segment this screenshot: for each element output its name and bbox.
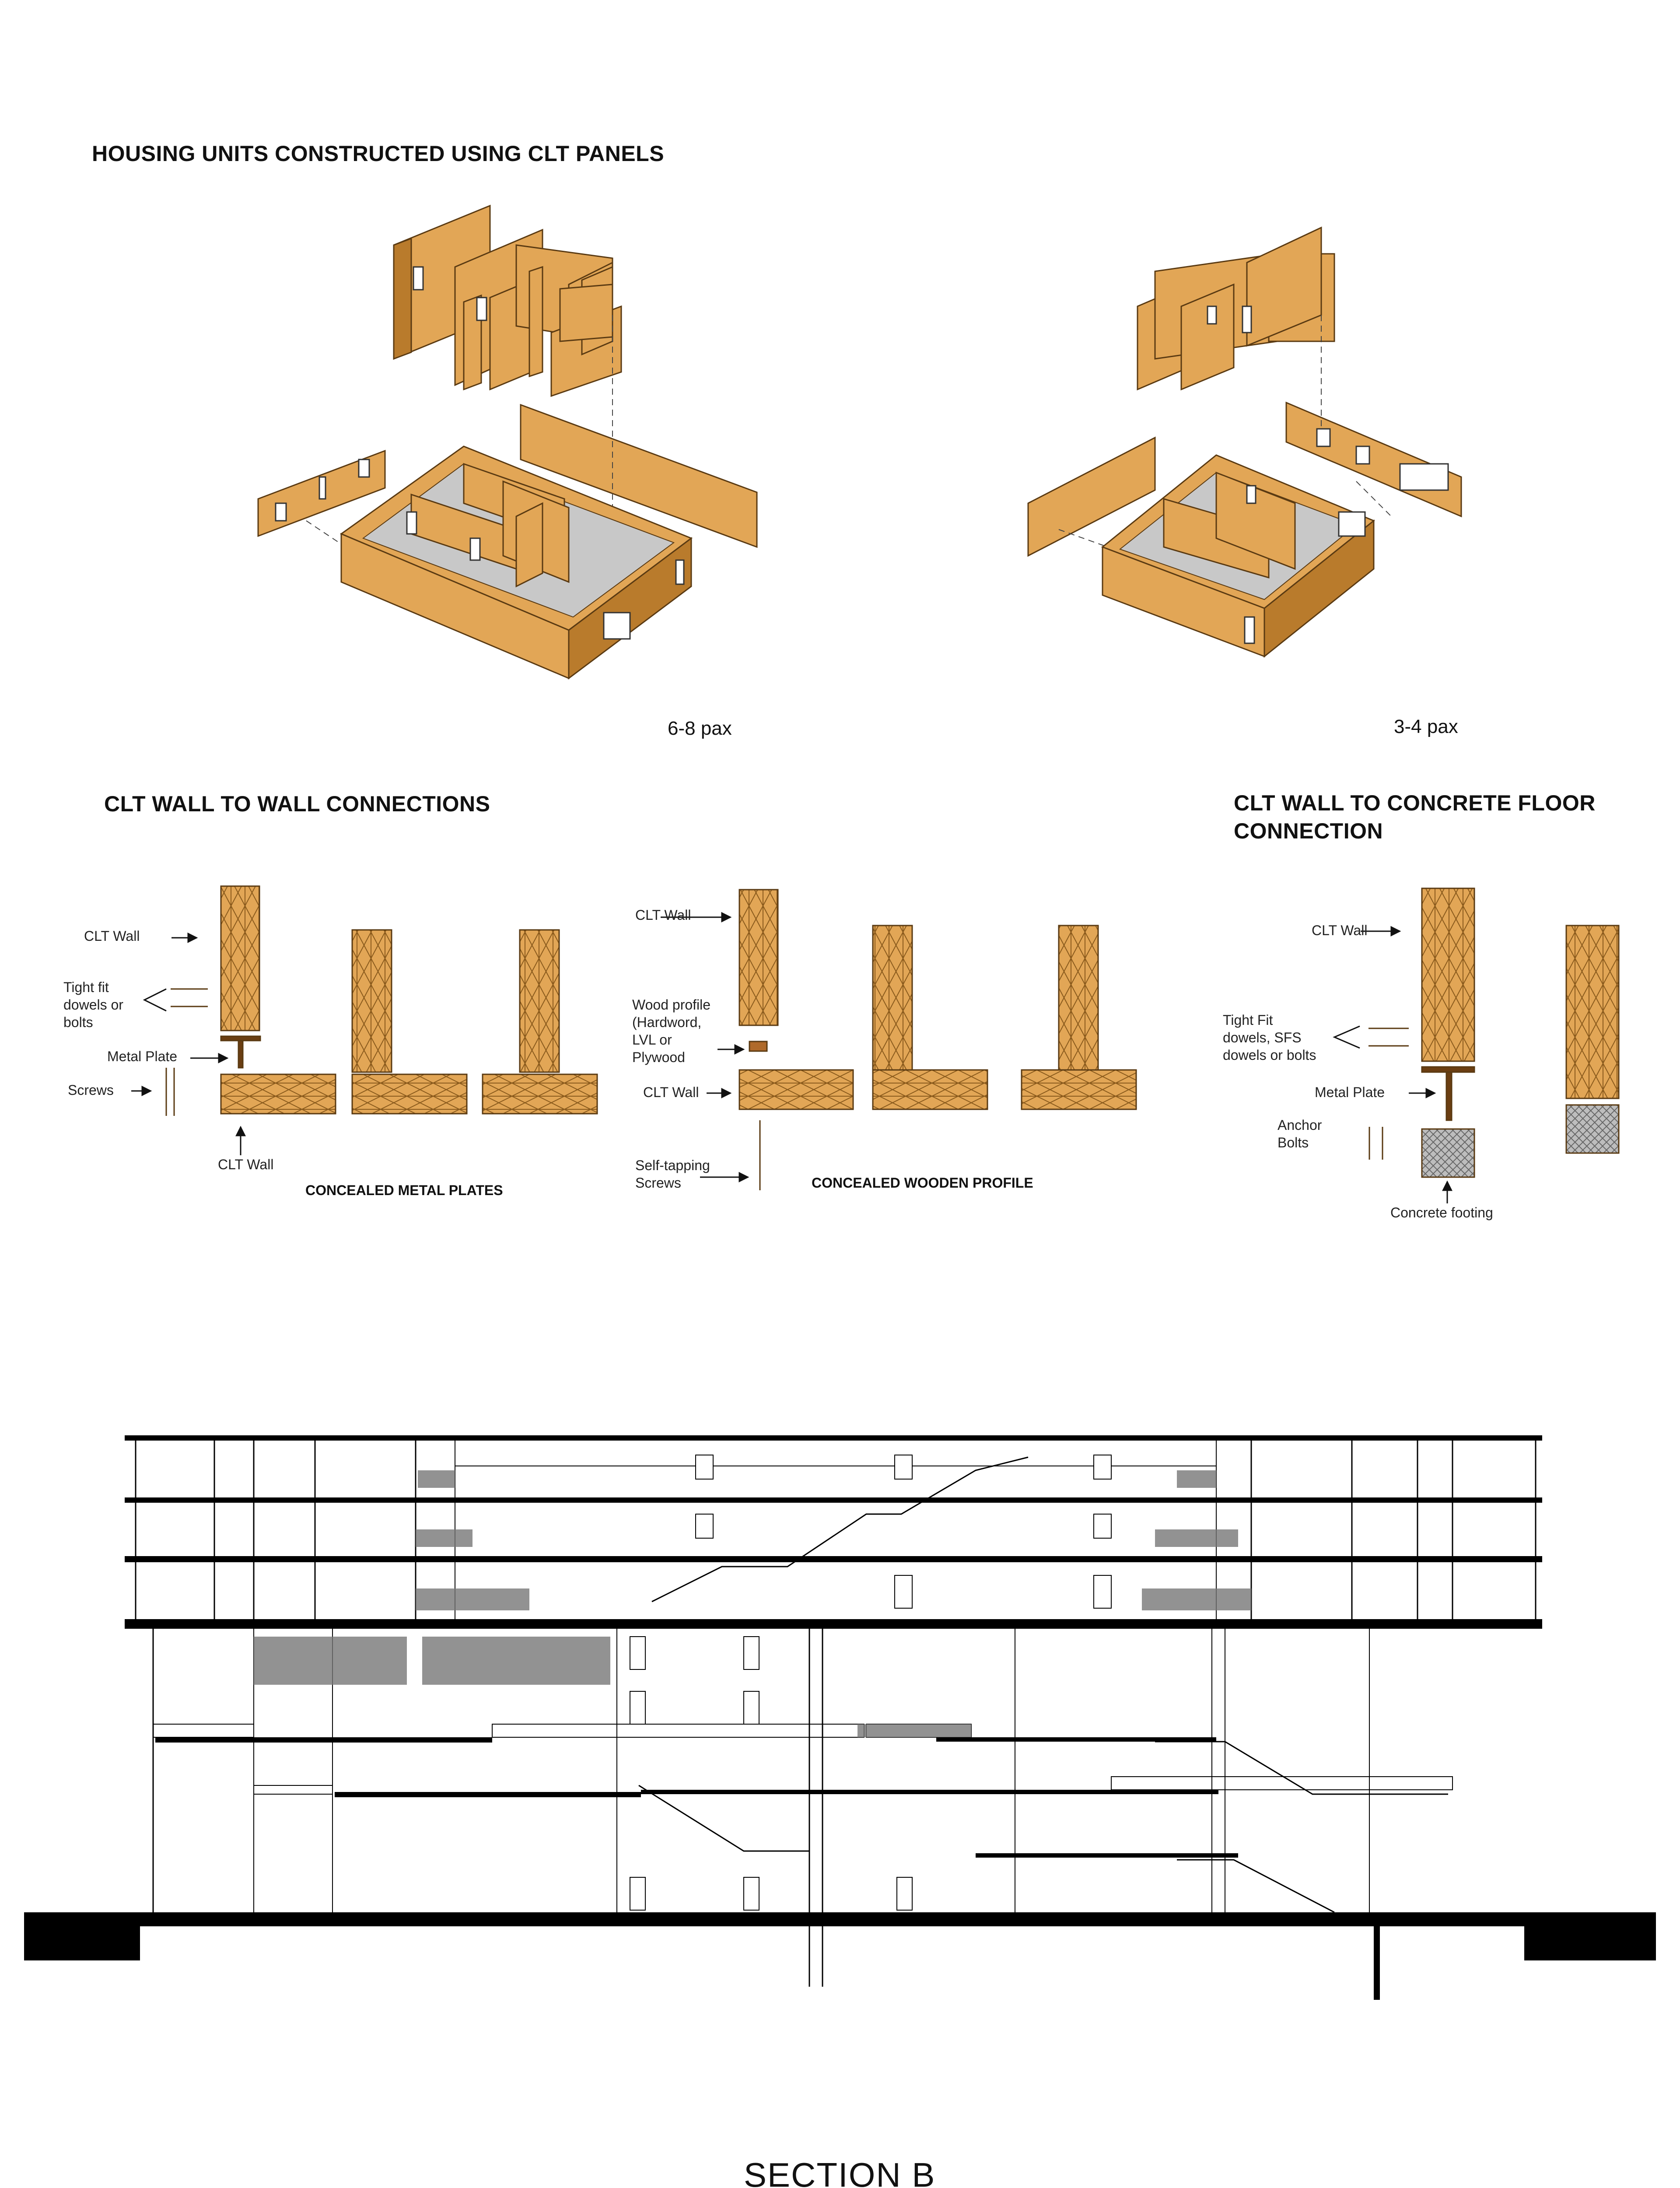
wp-profile-label-2: (Hardword,	[632, 1014, 702, 1030]
mp-screws-label: Screws	[68, 1082, 114, 1098]
wp-profile-label-1: Wood profile	[632, 997, 711, 1013]
cf-metal-plate-label: Metal Plate	[1315, 1084, 1385, 1100]
mp-clt-wall-bottom-label: CLT Wall	[218, 1157, 274, 1172]
wp-profile-label-3: LVL or	[632, 1032, 672, 1048]
wp-self-tapping-label-2: Screws	[635, 1175, 681, 1191]
housing-heading: HOUSING UNITS CONSTRUCTED USING CLT PANELS	[92, 141, 665, 166]
wp-self-tapping-label-1: Self-tapping	[635, 1157, 710, 1173]
wall-to-wall-heading: CLT WALL TO WALL CONNECTIONS	[104, 792, 490, 816]
wall-to-floor-heading-1: CLT WALL TO CONCRETE FLOOR	[1234, 791, 1596, 815]
mp-dowels-label-1: Tight fit	[63, 979, 109, 995]
section-b-drawing	[0, 1400, 1680, 2057]
cf-anchor-label-2: Bolts	[1278, 1135, 1309, 1150]
large-unit-caption: 6-8 pax	[668, 718, 732, 739]
metal-plates-subtitle: CONCEALED METAL PLATES	[305, 1182, 503, 1198]
mp-dowels-label-3: bolts	[63, 1014, 93, 1030]
cf-footing-label: Concrete footing	[1390, 1205, 1493, 1220]
cf-dowels-label-1: Tight Fit	[1223, 1012, 1273, 1028]
wp-clt-wall-mid-label: CLT Wall	[643, 1084, 699, 1100]
cf-anchor-label-1: Anchor	[1278, 1117, 1322, 1133]
mp-clt-wall-label: CLT Wall	[84, 928, 140, 944]
wp-clt-wall-label: CLT Wall	[635, 907, 691, 923]
mp-dowels-label-2: dowels or	[63, 997, 123, 1013]
section-b-title: SECTION B	[744, 2156, 936, 2188]
mp-metal-plate-label: Metal Plate	[107, 1048, 178, 1064]
cf-dowels-label-2: dowels, SFS	[1223, 1030, 1302, 1045]
cf-dowels-label-3: dowels or bolts	[1223, 1047, 1316, 1063]
wp-profile-label-4: Plywood	[632, 1049, 685, 1065]
wall-to-floor-heading-2: CONNECTION	[1234, 819, 1383, 843]
small-unit-caption: 3-4 pax	[1394, 716, 1458, 737]
cf-clt-wall-label: CLT Wall	[1312, 922, 1368, 938]
wooden-profile-subtitle: CONCEALED WOODEN PROFILE	[812, 1175, 1033, 1191]
